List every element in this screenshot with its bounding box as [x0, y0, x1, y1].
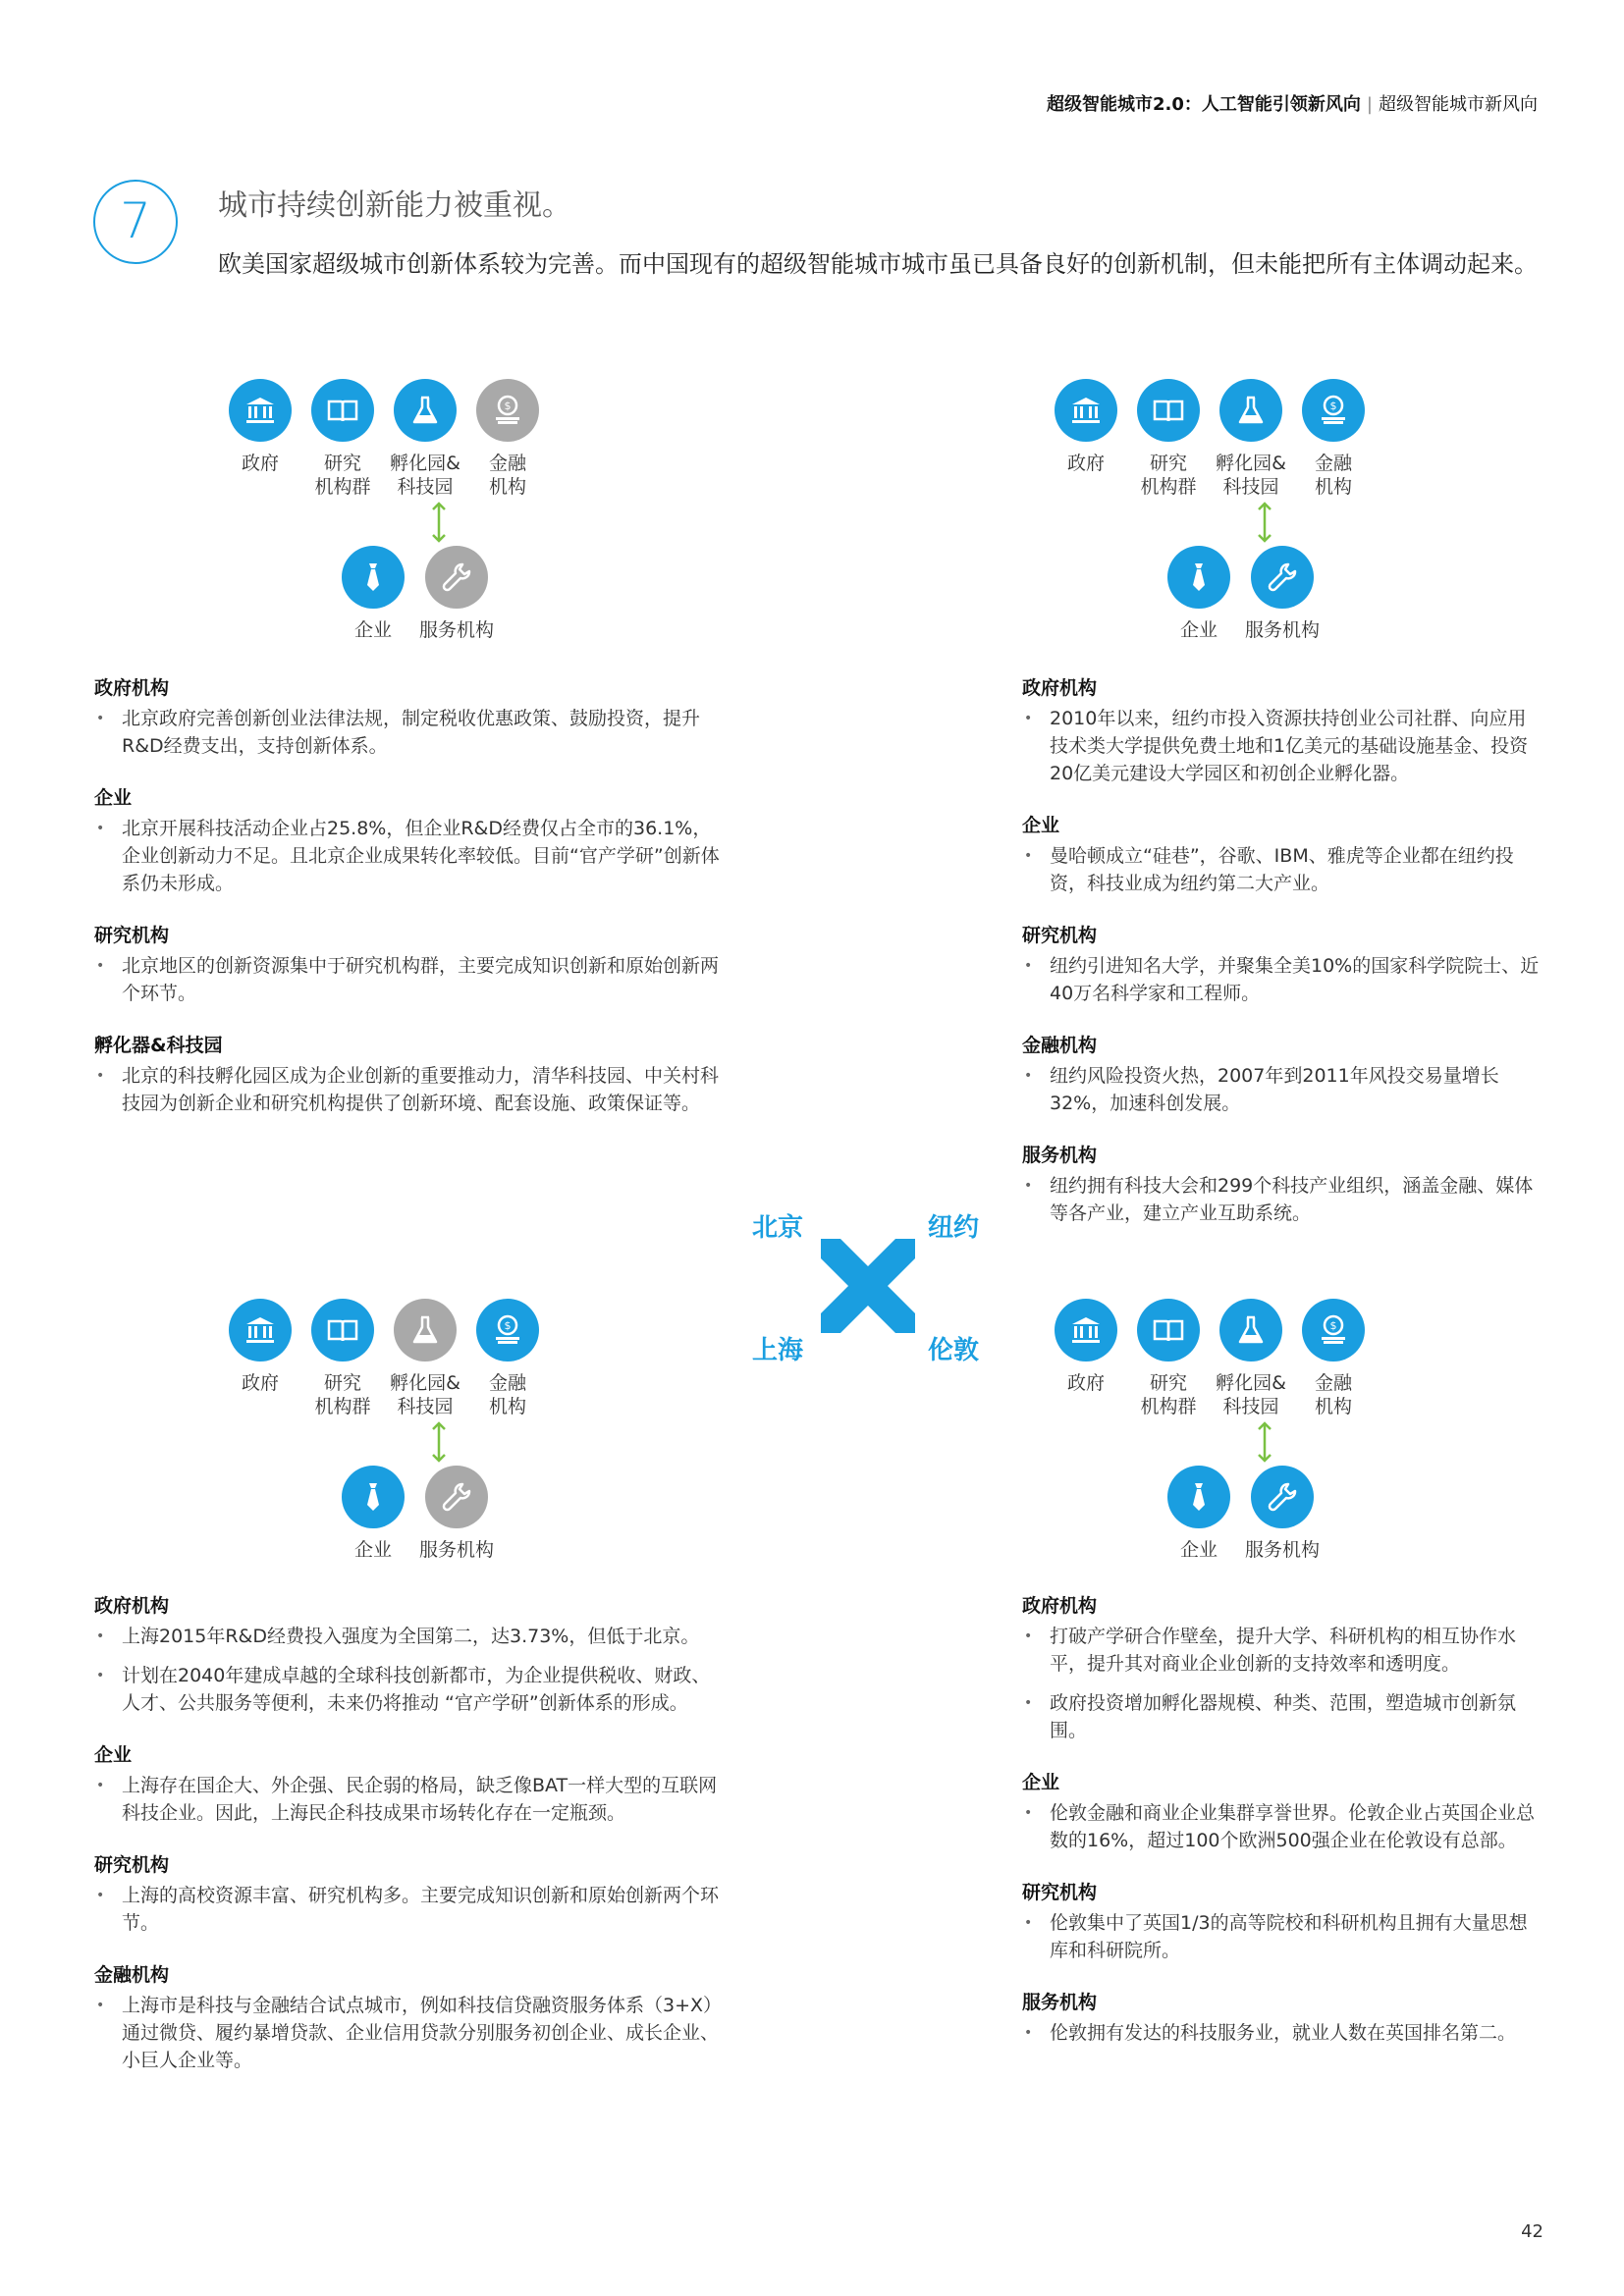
section-heading: 企业 — [94, 1744, 133, 1766]
node-label: 孵化园& 科技园 — [1216, 1372, 1286, 1417]
node-finance — [1270, 379, 1397, 499]
bullet-item: • 伦敦金融和商业企业集群享誉世界。伦敦企业占英国企业总数的16%，超过100个欧洲500强企业在伦敦设有总部。 — [1022, 1799, 1543, 1854]
bullet-item: • 打破产学研合作壁垒，提升大学、科研机构的相互协作水平，提升其对商业企业创新的支持效率和透明度。 — [1022, 1623, 1543, 1678]
bullet-item: • 纽约拥有科技大会和299个科技产业组织，涵盖金融、媒体等各产业，建立产业互助系统。 — [1022, 1172, 1543, 1227]
section-heading: 研究机构 — [1022, 925, 1098, 946]
double-arrow-icon — [1255, 1420, 1274, 1464]
section-heading: 政府机构 — [94, 1595, 170, 1617]
node-label: 政府 — [1066, 453, 1105, 474]
node-finance — [444, 1299, 571, 1418]
wrench-icon — [425, 1466, 488, 1528]
section-heading: 政府机构 — [1022, 677, 1098, 699]
bullet-item: • 2010年以来，纽约市投入资源扶持创业公司社群、向应用技术类大学提供免费土地和1亿美元的基础设施基金、投资20亿美元建设大学园区和初创企业孵化器。 — [1022, 705, 1543, 787]
node-label: 服务机构 — [1244, 619, 1320, 641]
bullet-item: • 政府投资增加孵化器规模、种类、范围，塑造城市创新氛围。 — [1022, 1689, 1543, 1744]
coin-icon — [476, 1299, 539, 1362]
wrench-icon — [1251, 1466, 1314, 1528]
page-number: 42 — [1521, 2221, 1543, 2242]
city-label-london: 伦敦 — [928, 1336, 980, 1365]
node-label: 政府 — [1066, 1372, 1105, 1394]
bullet-item: • 北京政府完善创新创业法律法规，制定税收优惠政策、鼓励投资，提升R&D经费支出，支持创新体系。 — [94, 705, 723, 760]
intro-paragraph: 欧美国家超级城市创新体系较为完善。而中国现有的超级智能城市城市虽已具备良好的创新机制，但未能把所有主体调动起来。 — [218, 250, 1538, 278]
double-arrow-icon — [429, 501, 449, 544]
section-heading: 孵化器&科技园 — [94, 1035, 223, 1056]
bullet-item: • 上海的高校资源丰富、研究机构多。主要完成知识创新和原始创新两个环节。 — [94, 1882, 723, 1937]
section-heading: 企业 — [1022, 815, 1060, 836]
header-separator: | — [1366, 94, 1373, 115]
bullet-item: • 上海市是科技与金融结合试点城市，例如科技信贷融资服务体系（3+X）通过微贷、履约暴增贷款、企业信用贷款分别服务初创企业、成长企业、小巨人企业等。 — [94, 1992, 723, 2074]
london-details — [1022, 1593, 1543, 2072]
node-label: 金融 机构 — [1314, 453, 1352, 498]
section-heading: 企业 — [1022, 1772, 1060, 1793]
diagram-london — [1022, 1299, 1513, 1593]
section-heading: 研究机构 — [1022, 1882, 1098, 1903]
section-heading: 服务机构 — [1022, 1145, 1098, 1166]
bullet-item: • 上海2015年R&D经费投入强度为全国第二，达3.73%，但低于北京。 — [94, 1623, 723, 1650]
node-label: 服务机构 — [418, 619, 494, 641]
bullet-item: • 计划在2040年建成卓越的全球科技创新都市，为企业提供税收、财政、人才、公共服务等便利，未来仍将推动 “官产学研”创新体系的形成。 — [94, 1662, 723, 1717]
beijing-details — [94, 675, 723, 1143]
section-heading: 研究机构 — [94, 1854, 170, 1876]
node-label: 企业 — [1179, 619, 1218, 641]
wrench-icon — [425, 546, 488, 609]
node-finance — [1270, 1299, 1397, 1418]
node-label: 孵化园& 科技园 — [1216, 453, 1286, 498]
node-label: 政府 — [241, 453, 279, 474]
double-arrow-icon — [1255, 501, 1274, 544]
node-label: 服务机构 — [1244, 1539, 1320, 1561]
node-label: 金融 机构 — [488, 453, 526, 498]
bullet-item: • 曼哈顿成立“硅巷”，谷歌、IBM、雅虎等企业都在纽约投资，科技业成为纽约第二大产业。 — [1022, 842, 1543, 897]
node-label: 研究 机构群 — [314, 453, 371, 498]
header-section: 超级智能城市新风向 — [1379, 94, 1538, 115]
four-city-emblem-icon — [821, 1239, 915, 1333]
diagram-beijing — [196, 379, 687, 673]
bullet-item: • 纽约风险投资火热，2007年到2011年风投交易量增长32%，加速科创发展。 — [1022, 1062, 1543, 1117]
node-label: 政府 — [241, 1372, 279, 1394]
coin-icon — [1302, 379, 1365, 442]
bullet-item: • 伦敦集中了英国1/3的高等院校和科研机构且拥有大量思想库和科研院所。 — [1022, 1909, 1543, 1964]
coin-icon — [476, 379, 539, 442]
node-service — [1218, 1466, 1346, 1562]
node-label: 孵化园& 科技园 — [390, 1372, 460, 1417]
node-label: 研究 机构群 — [314, 1372, 371, 1417]
bullet-item: • 上海存在国企大、外企强、民企弱的格局，缺乏像BAT一样大型的互联网科技企业。因此，上海民企科技成果市场转化存在一定瓶颈。 — [94, 1772, 723, 1827]
bullet-item: • 伦敦拥有发达的科技服务业，就业人数在英国排名第二。 — [1022, 2019, 1543, 2047]
diagram-shanghai — [196, 1299, 687, 1593]
section-title: 城市持续创新能力被重视。 — [218, 188, 571, 223]
node-label: 企业 — [353, 1539, 392, 1561]
node-label: 企业 — [353, 619, 392, 641]
node-label: 研究 机构群 — [1140, 453, 1197, 498]
newyork-details — [1022, 675, 1543, 1253]
double-arrow-icon — [429, 1420, 449, 1464]
section-heading: 金融机构 — [1022, 1035, 1098, 1056]
bullet-item: • 北京开展科技活动企业占25.8%，但企业R&D经费仅占全市的36.1%，企业创新动力不足。且北京企业成果转化率较低。目前“官产学研”创新体系仍未形成。 — [94, 815, 723, 897]
node-service — [393, 1466, 520, 1562]
city-label-shanghai: 上海 — [752, 1336, 804, 1365]
section-heading: 企业 — [94, 787, 133, 809]
section-number-badge: 7 — [93, 180, 178, 264]
node-label: 孵化园& 科技园 — [390, 453, 460, 498]
bullet-item: • 北京地区的创新资源集中于研究机构群，主要完成知识创新和原始创新两个环节。 — [94, 952, 723, 1007]
node-label: 研究 机构群 — [1140, 1372, 1197, 1417]
node-service — [393, 546, 520, 642]
coin-icon — [1302, 1299, 1365, 1362]
section-heading: 政府机构 — [94, 677, 170, 699]
node-finance — [444, 379, 571, 499]
city-label-newyork: 纽约 — [928, 1213, 980, 1243]
running-header — [1047, 90, 1538, 116]
section-heading: 政府机构 — [1022, 1595, 1098, 1617]
bullet-item: • 纽约引进知名大学，并聚集全美10%的国家科学院院士、近40万名科学家和工程师。 — [1022, 952, 1543, 1007]
diagram-newyork — [1022, 379, 1513, 673]
section-heading: 金融机构 — [94, 1964, 170, 1986]
node-label: 服务机构 — [418, 1539, 494, 1561]
node-label: 金融 机构 — [488, 1372, 526, 1417]
node-label: 企业 — [1179, 1539, 1218, 1561]
wrench-icon — [1251, 546, 1314, 609]
city-label-beijing: 北京 — [752, 1213, 804, 1243]
node-label: 金融 机构 — [1314, 1372, 1352, 1417]
header-title: 超级智能城市2.0：人工智能引领新风向 — [1047, 94, 1361, 115]
section-heading: 研究机构 — [94, 925, 170, 946]
bullet-item: • 北京的科技孵化园区成为企业创新的重要推动力，清华科技园、中关村科技园为创新企业和研究机构提供了创新环境、配套设施、政策保证等。 — [94, 1062, 723, 1117]
section-heading: 服务机构 — [1022, 1992, 1098, 2013]
shanghai-details — [94, 1593, 723, 2100]
node-service — [1218, 546, 1346, 642]
